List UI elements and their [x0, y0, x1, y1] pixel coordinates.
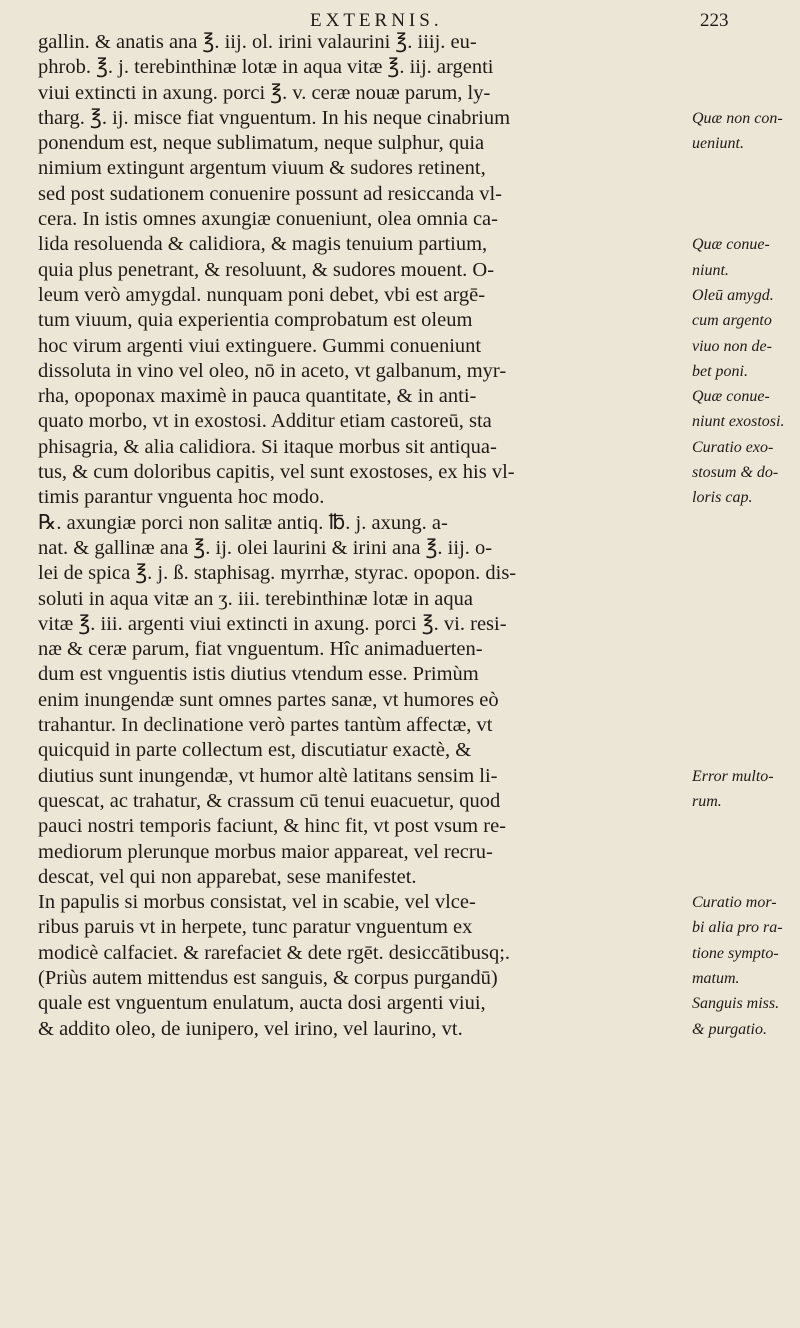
margin-note: [692, 890, 800, 1042]
margin-note-line: Error multo-: [692, 767, 774, 785]
margin-note-line: Curatio exo-: [692, 438, 774, 456]
margin-note-line: Sanguis miss.: [692, 995, 780, 1013]
text-line: quato morbo, vt in exostosi. Additur etiam castoreū, sta: [38, 410, 492, 433]
margin-note-line: tione sympto-: [692, 944, 779, 962]
text-line: dissoluta in vino vel oleo, nō in aceto, vt galbanum, myr-: [38, 359, 507, 382]
text-line: ℞. axungiæ porci non salitæ antiq. ℔. j. axung. a-: [38, 511, 448, 534]
text-line: trahantur. In declinatione verò partes tantùm affectæ, vt: [38, 714, 493, 737]
text-line: dum est vnguentis istis diutius vtendum esse. Primùm: [38, 663, 479, 686]
margin-note-line: viuo non de-: [692, 337, 772, 355]
text-line: enim inungendæ sunt omnes partes sanæ, vt humores eò: [38, 688, 499, 711]
main-text-column: [38, 30, 678, 1042]
text-line: phrob. ℥. j. terebinthinæ lotæ in aqua vitæ ℥. iij. argenti: [38, 56, 494, 79]
text-line: phisagria, & alia calidiora. Si itaque morbus sit antiqua-: [38, 435, 497, 458]
text-line: quescat, ac trahatur, & crassum cū tenui euacuetur, quod: [38, 789, 501, 812]
text-line: soluti in aqua vitæ an ʒ. iii. terebinthinæ lotæ in aqua: [38, 587, 473, 610]
text-line: ribus paruis vt in herpete, tunc paratur vnguentum ex: [38, 916, 473, 939]
running-head: EXTERNIS.: [310, 10, 443, 31]
margin-note-line: stosum & do-: [692, 464, 779, 482]
margin-note-line: Quæ conue-: [692, 236, 770, 254]
text-line: tus, & cum doloribus capitis, vel sunt exostoses, ex his vl-: [38, 461, 515, 484]
margin-note-line: matum.: [692, 969, 740, 987]
margin-note-line: bet poni.: [692, 362, 748, 380]
margin-note: [692, 384, 800, 510]
margin-note-line: rum.: [692, 792, 722, 810]
text-line: cera. In istis omnes axungiæ conueniunt, olea omnia ca-: [38, 208, 498, 231]
margin-note-line: & purgatio.: [692, 1020, 767, 1038]
text-line: quale est vnguentum enulatum, aucta dosi argenti viui,: [38, 992, 486, 1015]
text-line: & addito oleo, de iunipero, vel irino, vel laurino, vt.: [38, 1017, 463, 1040]
margin-note: [692, 764, 800, 815]
text-line: rha, opoponax maximè in pauca quantitate, & in anti-: [38, 385, 477, 408]
margin-note-line: cum argento: [692, 312, 772, 330]
text-line: quia plus penetrant, & resoluunt, & sudores mouent. O-: [38, 258, 495, 281]
margin-note-line: bi alia pro ra-: [692, 919, 783, 937]
text-line: tharg. ℥. ij. misce fiat vnguentum. In his neque cinabrium: [38, 106, 511, 129]
text-line: lei de spica ℥. j. ß. staphisag. myrrhæ, styrac. opopon. dis-: [38, 562, 517, 585]
text-line: nimium extingunt argentum viuum & sudores retinent,: [38, 157, 486, 180]
margin-note: [692, 232, 800, 384]
margin-note-line: niunt.: [692, 261, 729, 279]
text-line: gallin. & anatis ana ℥. iij. ol. irini valaurini ℥. iiij. eu-: [38, 31, 477, 53]
text-line: ponendum est, neque sublimatum, neque sulphur, quia: [38, 132, 485, 155]
text-line: diutius sunt inungendæ, vt humor altè latitans sensim li-: [38, 764, 498, 787]
text-line: modicè calfaciet. & rarefaciet & dete rgēt. desiccātibusq;.: [38, 941, 511, 964]
text-line: descat, vel qui non apparebat, sese manifestet.: [38, 865, 417, 888]
margin-note-line: loris cap.: [692, 489, 753, 507]
text-line: lida resoluenda & calidiora, & magis tenuium partium,: [38, 233, 488, 256]
margin-note-line: Quæ conue-: [692, 388, 770, 406]
margin-note-line: Oleū amygd.: [692, 286, 774, 304]
marginal-notes: [692, 30, 800, 1042]
text-line: pauci nostri temporis faciunt, & hinc fit, vt post vsum re-: [38, 815, 506, 838]
page-number: 223: [700, 10, 729, 31]
margin-note-line: Quæ non con-: [692, 109, 783, 127]
text-line: nat. & gallinæ ana ℥. ij. olei laurini & irini ana ℥. iij. o-: [38, 536, 493, 559]
text-line: mediorum plerunque morbus maior appareat, vel recru-: [38, 840, 493, 863]
text-line: vitæ ℥. iii. argenti viui extincti in axung. porci ℥. vi. resi-: [38, 612, 507, 635]
margin-note-line: ueniunt.: [692, 135, 744, 153]
text-line: hoc virum argenti viui extinguere. Gummi conueniunt: [38, 334, 482, 357]
text-line: tum viuum, quia experientia comprobatum est oleum: [38, 309, 473, 332]
margin-note: [692, 106, 800, 157]
text-line: quicquid in parte collectum est, discutiatur exactè, &: [38, 739, 472, 762]
text-line: viui extincti in axung. porci ℥. v. ceræ nouæ parum, ly-: [38, 81, 491, 104]
margin-note-line: Curatio mor-: [692, 894, 777, 912]
text-line: In papulis si morbus consistat, vel in scabie, vel vlce-: [38, 891, 476, 914]
text-line: timis parantur vnguenta hoc modo.: [38, 486, 325, 509]
text-line: leum verò amygdal. nunquam poni debet, vbi est argē-: [38, 283, 486, 306]
margin-note-line: niunt exostosi.: [692, 413, 785, 431]
text-line: (Priùs autem mittendus est sanguis, & corpus purgandū): [38, 966, 498, 989]
text-line: sed post sudationem conuenire possunt ad resiccanda vl-: [38, 182, 502, 205]
text-line: næ & ceræ parum, fiat vnguentum. Hîc animaduerten-: [38, 638, 483, 661]
